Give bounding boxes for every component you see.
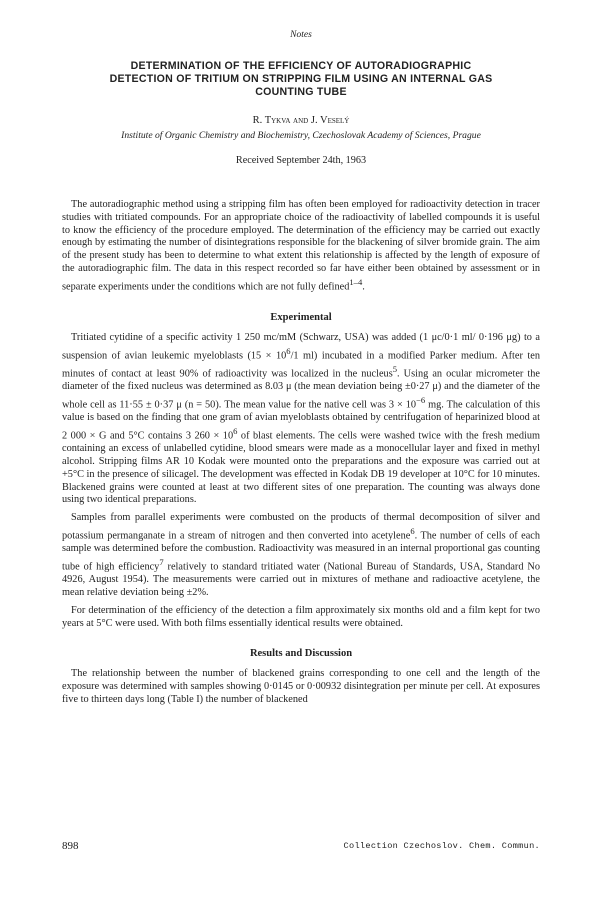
section-heading-experimental: Experimental [270, 312, 332, 323]
article-title [62, 60, 540, 99]
abstract-paragraph: The autoradiographic method using a stripping film has often been employed for radioactivity detection in tracer studies with tritiated compounds. For an appropriate choice of the radioactivity of labelled compounds it is useful to know the efficiency of the procedure employed. The determination of the efficiency may be carried out exactly enough by estimating the number of disintegrations responsible for the blackening of silver bromide grain. The aim of the present study has been to determine to what extent this relationship is affected by the length of exposure of the autoradiographic film. The data in this respect recorded so far have either been obtained by assessment or in separate experiments under the conditions which are not fully defined$^{1-4}$. [62, 199, 540, 293]
page-number: 898 [62, 840, 79, 852]
running-head: Notes [290, 30, 312, 40]
received-date: Received September 24th, 1963 [235, 155, 367, 166]
title-line: DETECTION OF TRITIUM ON STRIPPING FILM USING AN INTERNAL GAS [109, 73, 493, 85]
page-footer [62, 840, 540, 856]
title-line: DETERMINATION OF THE EFFICIENCY OF AUTORADIOGRAPHIC [130, 60, 472, 72]
experimental-paragraph: Samples from parallel experiments were combusted on the products of thermal decomposition of silver and potassium permanganate in a stream of nitrogen and then converted into acetylene$^6$. The number of cells of each sample was determined before the combustion. Radioactivity was measured in an internal proportional gas counting tube of high efficiency$^7$ relatively to standard tritiated water (National Bureau of Standards, USA, Standard No 4926, August 1954). The measurements were carried out in mixtures of methane and radioactive acetylene, the mean relative deviation being ±2%. [62, 512, 540, 599]
article-page [62, 30, 540, 712]
title-line: COUNTING TUBE [255, 86, 347, 98]
authors: R. Tykva and J. Veselý [252, 115, 350, 126]
section-heading-results: Results and Discussion [249, 648, 353, 660]
journal-name: Collection Czechoslov. Chem. Commun. [343, 841, 540, 851]
affiliation: Institute of Organic Chemistry and Biochemistry, Czechoslovak Academy of Sciences, Prague [121, 130, 481, 141]
experimental-paragraph: Tritiated cytidine of a specific activity 1 250 mc/mM (Schwarz, USA) was added (1 μc/0·1 ml/ 0·196 μg) to a suspension of avian leukemic myeloblasts ($15 \times 10^6/1$ ml) incubated in a modified Parker medium. After ten minutes of contact at least 90% of radioactivity was localized in the nucleus$^5$. Using an ocular micrometer the diameter of the fixed nucleus was determined as 8.03 μ (the mean deviation being ±0·27 μ) and the diameter of the whole cell as 11·55 ± 0·37 μ (n = 50). The mean value for the native cell was $3 \times 10^{-6}$ mg. The calculation of this value is based on the finding that one gram of avian myeloblasts obtained by centrifugation of heparinized blood at 2 000 × G and 5°C contains 3 $260 \times 10^6$ of blast elements. The cells were washed twice with the fresh medium containing an excess of unlabelled cytidine, blood smears were made as a monocellular layer and fixed in methyl alcohol. Stripping films AR 10 Kodak were mounted onto the preparations and the exposure was carried out at +5°C in the presence of silicagel. The development was effected in Kodak DB 19 developer at 10°C for 10 minutes. Blackened grains were counted at least at two different sites of one preparation. The counting was always done using two identical preparations. [62, 332, 541, 506]
experimental-paragraph: For determination of the efficiency of the detection a film approximately six months old and a film kept for two years at 5°C were used. With both films essentially identical results were obtained. [62, 604, 540, 629]
results-paragraph: The relationship between the number of blackened grains corresponding to one cell and the length of the exposure was determined with samples showing 0·0145 or 0·00932 disintegration per minute per cell. At exposures five to thirteen days long (Table I) the number of blackened [62, 668, 540, 706]
